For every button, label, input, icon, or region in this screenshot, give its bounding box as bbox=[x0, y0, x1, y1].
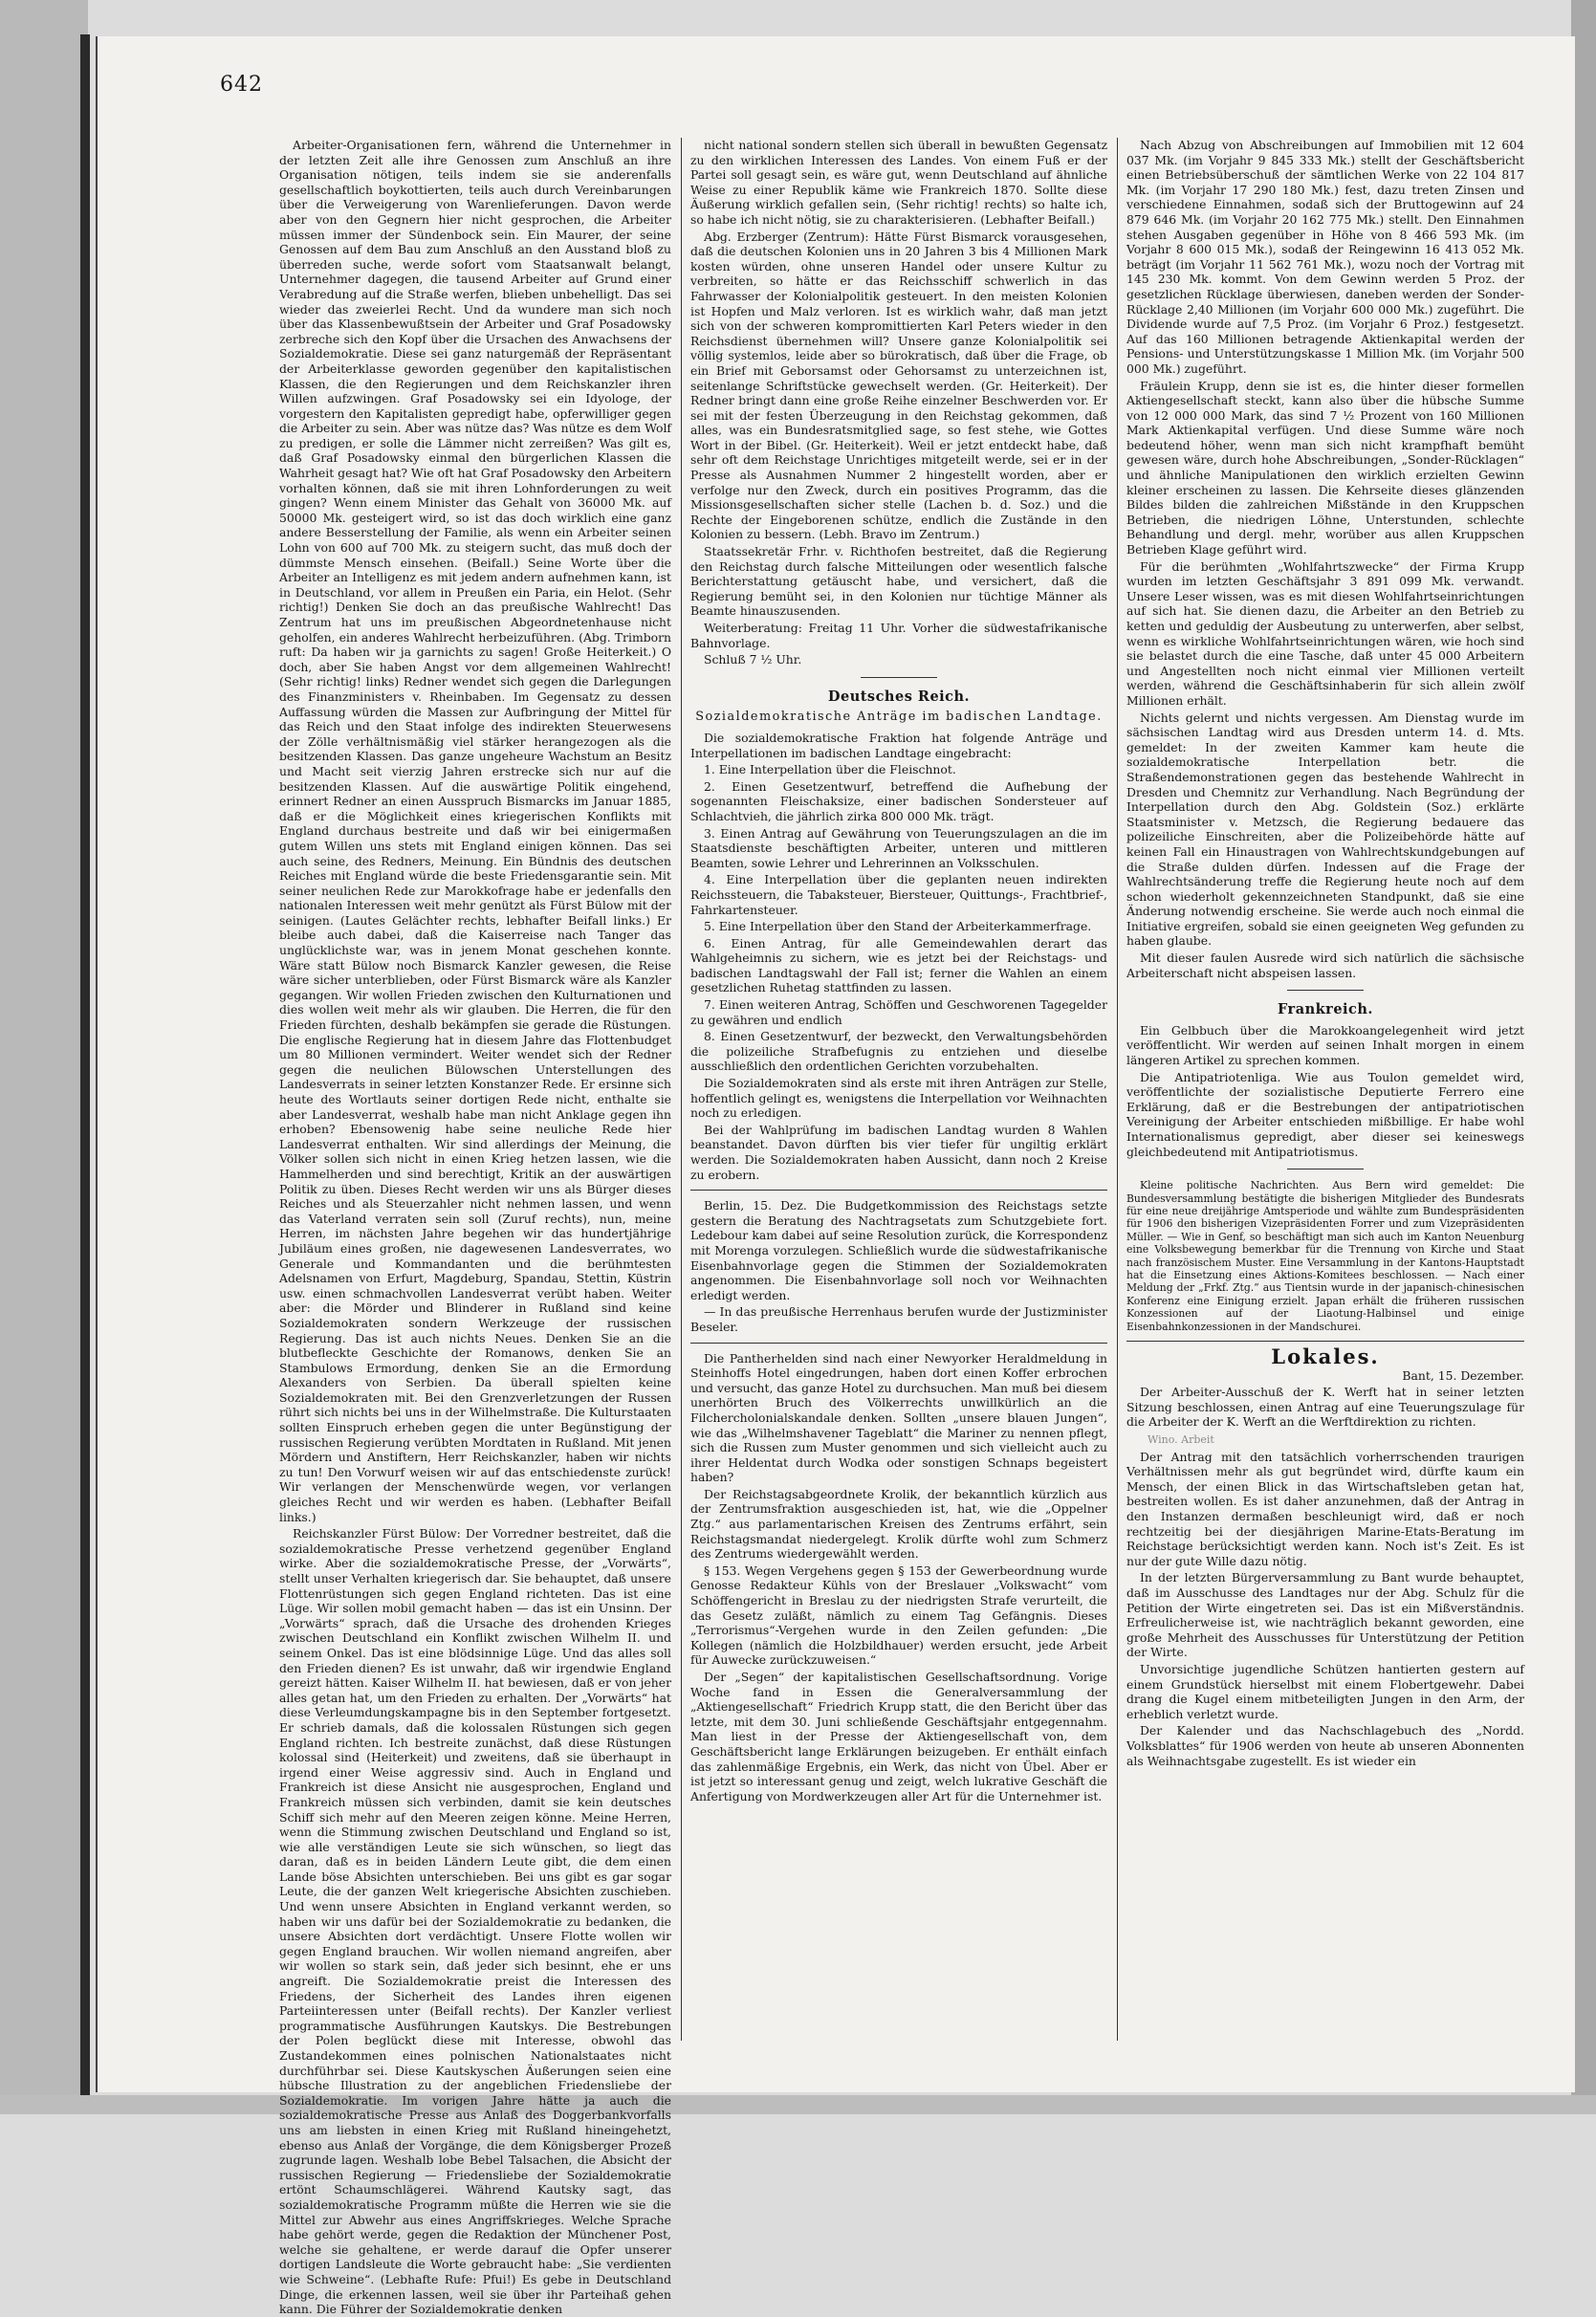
col2-paragraph: § 153. Wegen Vergehens gegen § 153 der Gewerbeordnung wurde Genosse Redakteur Kühls von der Breslauer „Volkswacht“ vom Schöffengericht in Breslau zu der niedrigsten Strafe verurteilt, die das Gesetz zuläßt, nämlich zu einem Tag Gefängnis. Dieses „Terrorismus“-Vergehen wurde in den Zeilen gefunden: „Die Kollegen (nämlich die Holzbildhauer) werden ersucht, jede Arbeit für Auwecke zurückzuweisen.“ bbox=[690, 1563, 1107, 1668]
col2-paragraph: Bei der Wahlprüfung im badischen Landtag wurden 8 Wahlen beanstandet. Davon dürften bis vier tiefer für ungiltig erklärt werden. Die Sozialdemokraten haben Aussicht, dann noch 2 Kreise zu erobern. bbox=[690, 1122, 1107, 1182]
column-rule-1 bbox=[681, 138, 682, 2041]
article-rule bbox=[690, 1343, 1107, 1344]
column-1 bbox=[279, 138, 672, 2317]
column-rule-2 bbox=[1117, 138, 1118, 2041]
col2-paragraph: Berlin, 15. Dez. Die Budgetkommission des Reichstags setzte gestern die Beratung des Nachtragsetats zum Schutzgebiete fort. Ledebour kam dabei auf seine Resolution zurück, die Korrespondenz mit Morenga vorzulegen. Schließlich wurde die südwestafrikanische Eisenbahnvorlage gegen die Stimmen der Sozialdemokraten angenommen. Die Eisenbahnvorlage soll noch vor Weihnachten erledigt werden. bbox=[690, 1198, 1107, 1302]
col2-paragraph: nicht national sondern stellen sich überall in bewußten Gegensatz zu den wirklichen Interessen des Landes. Von einem Fuß er der Partei soll gesagt sein, es wäre gut, wenn Deutschland auf ähnliche Weise zu einer Republik käme wie Frankreich 1870. Sollte diese Äußerung wirklich gefallen sein, (Sehr richtig! rechts) so halte ich, so habe ich nicht nötig, sie zu charakterisieren. (Lebhafter Beifall.) bbox=[690, 138, 1107, 227]
col2-list-item: 3. Einen Antrag auf Gewährung von Teuerungszulagen an die im Staatsdienste beschäftigten Arbeiter, unteren und mittleren Beamten, sowie Lehrer und Lehrerinnen an Volksschulen. bbox=[690, 825, 1107, 870]
col2-list-item: 1. Eine Interpellation über die Fleischnot. bbox=[704, 762, 956, 777]
col3-paragraph: Nichts gelernt und nichts vergessen. Am Dienstag wurde im sächsischen Landtag wird aus Dresden unterm 14. d. Mts. gemeldet: In der zweiten Kammer kam heute die sozialdemokratische Interpellation betr. die Straßendemonstrationen gegen das bestehende Wahlrecht in Dresden und Chemnitz zur Verhandlung. Nach Begründung der Interpellation durch den Abg. Goldstein (Soz.) erklärte Staatsminister v. Metzsch, die Regierung bedauere das polizeiliche Einschreiten, aber die Polizeibehörde hätte auf keinen Fall ein Hinaustragen von Wahlrechtskundgebungen auf die Straße dulden dürfen. Indessen auf die Frage der Wahlrechtsänderung treffe die Regierung heute noch auf dem schon wiederholt gekennzeichneten Standpunkt, daß sie eine Änderung notwendig erscheine. Sie werde auch noch einmal die Initiative ergreifen, sobald sie einen geeigneten Weg gefunden zu haben glaube. bbox=[1126, 710, 1524, 949]
page-number: 642 bbox=[220, 73, 263, 97]
col2-paragraph: Staatssekretär Frhr. v. Richthofen bestreitet, daß die Regierung den Reichstag durch falsche Mitteilungen oder wesentlich falsche Berichterstattung getäuscht habe, und versichert, daß die Regierung bemüht sei, in den Kolonien nur tüchtige Männer als Beamte hinauszusenden. bbox=[690, 544, 1107, 619]
col1-paragraph: Reichskanzler Fürst Bülow: Der Vorredner bestreitet, daß die sozialdemokratische Presse verhetzend gegenüber England wirke. Aber die sozialdemokratische Presse, der „Vorwärts“, stellt unser Verhalten kriegerisch dar. Sie behauptet, daß unsere Flottenrüstungen sich gegen England richteten. Das ist eine Lüge. Wir sollen mobil gemacht haben — das ist ein Unsinn. Der „Vorwärts“ sprach, daß die Ursache des drohenden Krieges zwischen Deutschland ein Konflikt zwischen Wilhelm II. und seinem Onkel. Das ist eine blödsinnige Lüge. Und das alles soll den Frieden dienen? Es ist unwahr, daß wir irgendwie England gereizt hätten. Kaiser Wilhelm II. hat bewiesen, daß er von jeher alles getan hat, um den Frieden zu erhalten. Der „Vorwärts“ hat diese Verleumdungskampagne bis in den September fortgesetzt. Er schrieb damals, daß die kolossalen Rüstungen sich gegen England richten. Ich bestreite zunächst, daß diese Rüstungen kolossal sind (Heiterkeit) und zweitens, daß sie überhaupt in irgend einer Weise aggressiv sind. Auch in England und Frankreich ist diese Ansicht nie ausgesprochen, England und Frankreich müssen sich verbinden, damit sie kein deutsches Schiff sich mehr auf den Meeren zeigen könne. Meine Herren, wenn die Stimmung zwischen Deutschland und England so ist, wie alle verständigen Leute sie sich wünschen, so liegt das daran, daß es in beiden Ländern Leute gibt, die dem einen Lande böse Absichten unterschieben. Bei uns gibt es gar sogar Leute, die der ganzen Welt kriegerische Absichten zuschieben. Und wenn unsere Absichten in England verkannt werden, so haben wir uns dafür bei der Sozialdemokratie zu bedanken, die unsere Absichten dort verdächtigt. Unsere Flotte wollen wir gegen England brauchen. Wir wollen niemand angreifen, aber wir wollen so stark sein, daß jeder sich besinnt, ehe er uns angreift. Die Sozialdemokratie preist die Interessen des Friedens, der Sicherheit des Landes ihren eigenen Parteiinteressen unter (Beifall rechts). Der Kanzler verliest programmatische Ausführungen Kautskys. Die Bestrebungen der Polen beglückt diese mit Interesse, obwohl das Zustandekommen eines polnischen Nationalstaates nicht durchführbar sei. Diese Kautskyschen Äußerungen seien eine hübsche Illustration zu der angeblichen Friedensliebe der Sozialdemokratie. Im vorigen Jahre hätte ja auch die sozialdemokratische Presse aus Anlaß des Doggerbankvorfalls uns am liebsten in einen Krieg mit Rußland hineingehetzt, ebenso aus Anlaß der Vorgänge, die dem Königsberger Prozeß zugrunde lagen. Weshalb lobe Bebel Talsachen, die Absicht der russischen Regierung — Friedensliebe der Sozialdemokratie ertönt Schaumschlägerei. Während Kautsky sagt, das sozialdemokratische Programm müßte die Herren wie sie die Mittel zur Abwehr aus eines Angriffskrieges. Welche Sprache habe gehört werde, gegen die Redaktion der Münchener Post, welche sie gehaltene, er werde darauf die Opfer unserer dortigen Landsleute die Worte gebraucht habe: „Sie verdienten wie Schweine“. (Lebhafte Rufe: Pfui!) Es gebe in Deutschland Dinge, die erkennen lassen, weil sie über ihr Parteihaß gehen kann. Die Führer der Sozialdemokratie denken bbox=[279, 1526, 671, 2317]
scan-margin-left bbox=[0, 0, 88, 2114]
col3-paragraph: Der Antrag mit den tatsächlich vorherrschenden traurigen Verhältnissen mehr als gut begründet wird, dürfte kaum ein Mensch, der einen Blick in das Wirtschaftsleben getan hat, bestreiten wollen. Es ist daher anzunehmen, daß der Antrag in den Instanzen dermaßen beschleunigt wird, daß er noch rechtzeitig bei der diesjährigen Marine-Etats-Beratung im Reichstage berücksichtigt werden kann. Noch ist's Zeit. Es ist nur der gute Wille dazu nötig. bbox=[1126, 1449, 1524, 1568]
col2-list-item: 6. Einen Antrag, für alle Gemeindewahlen derart das Wahlgeheimnis zu sichern, wie es jetzt bei der Reichstags- und badischen Landtagswahl der Fall ist; ferner die Wahlen an einem gesetzlichen Ruhetag stattfinden zu lassen. bbox=[690, 935, 1107, 995]
col2-list-item: 7. Einen weiteren Antrag, Schöffen und Geschworenen Tagegelder zu gewähren und endlich bbox=[690, 997, 1107, 1027]
col3-paragraph: In der letzten Bürgerversammlung zu Bant wurde behauptet, daß im Ausschusse des Landtages nur der Abg. Schulz für die Petition der Wirte eingetreten sei. Das ist ein Mißverständnis. Erfreulicherweise ist, wie nachträglich bekannt geworden, eine große Mehrheit des Ausschusses für Unterstützung der Petition der Wirte. bbox=[1126, 1570, 1524, 1660]
col3-paragraph: Mit dieser faulen Ausrede wird sich natürlich die sächsische Arbeiterschaft nicht abspeisen lassen. bbox=[1126, 951, 1524, 980]
col2-list-item: 5. Eine Interpellation über den Stand der Arbeiterkammerfrage. bbox=[704, 919, 1092, 934]
col2-list-item: 8. Einen Gesetzentwurf, der bezweckt, den Verwaltungsbehörden die polizeiliche Strafbefugnis zu entziehen und dieselbe ausschließlich den ordentlichen Gerichten vorzubehalten. bbox=[690, 1029, 1107, 1074]
col2-paragraph: — In das preußische Herrenhaus berufen wurde der Justizminister Beseler. bbox=[690, 1304, 1107, 1334]
col2-paragraph: Der Reichstagsabgeordnete Krolik, der bekanntlich kürzlich aus der Zentrumsfraktion ausgeschieden ist, hat, wie die „Oppelner Ztg.“ aus parlamentarischen Kreisen des Zentrums erfährt, sein Reichstagsmandat niedergelegt. Krolik dürfte wohl zum Schmerz des Zentrums wiedergewählt werden. bbox=[690, 1486, 1107, 1562]
col2-paragraph: Die Pantherhelden sind nach einer Newyorker Heraldmeldung in Steinhoffs Hotel eingedrungen, haben dort einen Koffer erbrochen und versucht, das ganze Hotel zu durchsuchen. Man muß bei diesem unerhörten Bruch des Völkerrechts unwillkürlich an die Filchercholonialskandale denken. Sollten „unsere blauen Jungen“, wie das „Wilhelmshavener Tageblatt“ die Mariner zu nennen pflegt, sich die Russen zum Muster genommen und sich vielleicht auch zu ihrer Heldentat durch Wodka oder sonstigen Schnaps begeistert haben? bbox=[690, 1350, 1107, 1485]
col3-paragraph: Ein Gelbbuch über die Marokkoangelegenheit wird jetzt veröffentlicht. Wir werden auf seinen Inhalt morgen in einem längeren Artikel zu sprechen kommen. bbox=[1126, 1022, 1524, 1068]
col2-paragraph: Weiterberatung: Freitag 11 Uhr. Vorher die südwestafrikanische Bahnvorlage. bbox=[690, 621, 1107, 650]
col3-small-news: Kleine politische Nachrichten. Aus Bern wird gemeldet: Die Bundesversammlung bestätigte die bisherigen Mitglieder des Bundesrats für eine neue dreijährige Amtsperiode und wählte zum Bundespräsidenten für 1906 den bisherigen Vizepräsidenten Forrer und zum Vizepräsidenten Müller. — Wie in Genf, so beschäftigt man sich auch im Kanton Neuenburg eine Volksbewegung bemerkbar für die Trennung von Kirche und Staat nach französischem Muster. Eine Versammlung in der Kantons-Hauptstadt hat die Einsetzung eines Aktions-Komitees beschlossen. — Nach einer Meldung der „Frkf. Ztg.“ aus Tientsin wurde in der japanisch-chinesischen Konferenz eine Einigung erzielt. Japan erhält die früheren russischen Konzessionen auf der Liaotung-Halbinsel und einige Eisenbahnkonzessionen in der Mandschurei. bbox=[1126, 1179, 1524, 1333]
col1-paragraph: Arbeiter-Organisationen fern, während die Unternehmer in der letzten Zeit alle ihre Genossen zum Anschluß an ihre Organisation nötigen, teils indem sie sie anderenfalls gesellschaftlich boykottierten, teils auch durch Vereinbarungen über die Verweigerung von Warenlieferungen. Davon werde aber von den Gegnern hier nicht gesprochen, die Arbeiter müssen immer der Sündenbock sein. Ein Maurer, der seine Genossen auf dem Bau zum Anschluß an den Ausstand bloß zu überreden suche, werde sofort vom Staatsanwalt belangt, Unternehmer dagegen, die tausend Arbeiter auf Grund einer Verabredung auf die Straße werfen, blieben unbehelligt. Das sei wieder das zweierlei Recht. Und da wundere man sich noch über das Klassenbewußtsein der Arbeiter und Graf Posadowsky zerbreche sich den Kopf über die Ursachen des Anwachsens der Sozialdemokratie. Diese sei ganz naturgemäß der Repräsentant der Arbeiterklasse geworden gegenüber den kapitalistischen Klassen, die den Regierungen und dem Reichskanzler ihren Willen aufzwingen. Graf Posadowsky sei ein Idyologe, der vorgestern den Kapitalisten gepredigt habe, opferwilliger gegen die Arbeiter zu sein. Aber was nütze das? Was nütze es dem Wolf zu predigen, er solle die Lämmer nicht zerreißen? Was gilt es, daß Graf Posadowsky einmal den bürgerlichen Klassen die Wahrheit gesagt hat? Wie oft hat Graf Posadowsky den Arbeitern vorhalten können, daß sie mit ihren Lohnforderungen zu weit gingen? Wenn einem Minister das Gehalt von 36000 Mk. auf 50000 Mk. gesteigert wird, so ist das doch wirklich eine ganz andere Besserstellung der Familie, als wenn ein Arbeiter seinen Lohn von 600 auf 700 Mk. zu steigern sucht, das muß doch der dümmste Mensch einsehen. (Beifall.) Seine Worte über die Arbeiter an Intelligenz es mit jedem andern aufnehmen kann, ist in Deutschland, vor allem in Preußen ein Paria, ein Helot. (Sehr richtig!) Denken Sie doch an das preußische Wahlrecht! Das Zentrum hat uns im preußischen Abgeordnetenhause nicht geholfen, ein anderes Wahlrecht herbeizuführen. (Abg. Trimborn ruft: Da haben wir ja garnichts zu sagen! Große Heiterkeit.) O doch, aber Sie haben Angst vor dem allgemeinen Wahlrecht! (Sehr richtig! links) Redner wendet sich gegen die Darlegungen des Finanzministers v. Rheinbaben. Im Gegensatz zu dessen Auffassung würden die Massen zur Aufbringung der Mittel für das Reich und den Staat infolge des indirekten Steuerwesens der Zölle verhältnismäßig viel stärker herangezogen als die besitzenden Klassen. Das ganze ungeheure Wachstum an Besitz und Macht seit vierzig Jahren erstrecke sich nur auf die besitzenden Klassen. Auf die auswärtige Politik eingehend, erinnert Redner an einen Ausspruch Bismarcks im Januar 1885, daß er die Möglichkeit eines kriegerischen Konflikts mit England durchaus bestreite und daß wir bei einigermaßen gutem Willen uns stets mit England einigen können. Das sei auch seine, des Redners, Meinung. Ein Bündnis des deutschen Reiches mit England würde die beste Friedensgarantie sein. Mit seiner neulichen Rede zur Marokkofrage habe er jedenfalls den nationalen Interessen weit mehr genützt als Fürst Bülow mit der seinigen. (Lautes Gelächter rechts, lebhafter Beifall links.) Er bleibe auch dabei, daß die Kaiserreise nach Tanger das unglücklichste war, was in jenem Monat geschehen konnte. Wäre statt Bülow noch Bismarck Kanzler gewesen, die Reise wäre sicher unterblieben, oder Fürst Bismarck wäre als Kanzler gegangen. Wir wollen Frieden zwischen den Kulturnationen und dies wollen weit mehr als wir glauben. Die Herren, die für den Frieden fürchten, deshalb bekämpfen sie gerade die Rüstungen. Die englische Regierung hat in diesem Jahre das Flottenbudget um 80 Millionen vermindert. Weiter wendet sich der Redner gegen die neulichen Bülowschen Unterstellungen des Landesverrats in seiner letzten Konstanzer Rede. Er ersinne sich heute des Wortlauts seiner dortigen Rede nicht, enthalte sie aber Landesverrat, weshalb habe man nicht Anklage gegen ihn erhoben? Ebensowenig habe seine neuliche Rede hier Landesverrat enthalten. Wir sind allerdings der Meinung, die Völker sollen sich nicht in einen Krieg hetzen lassen, wie die Hammelherden und sind berechtigt, Kritik an der auswärtigen Politik zu üben. Dieses Recht werden wir uns als Bürger dieses Reiches und als Steuerzahler nicht nehmen lassen, und wenn das Vaterland verraten sein soll (Zuruf rechts), nun, meine Herren, im nächsten Jahre begehen wir das hundertjährige Jubiläum eines großen, nie dagewesenen Landesverrates, wo Generale und Kommandanten und die berühmtesten Adelsnamen von Erfurt, Magdeburg, Spandau, Stettin, Küstrin usw. einen schmachvollen Landesverrat verübt haben. Weiter aber: die Mörder und Blinderer in Rußland sind keine Sozialdemokraten sondern Werkzeuge der russischen Regierung. Das ist auch nichts Neues. Denken Sie an die blutbefleckte Geschichte der Romanows, denken Sie an Stambulows Ermordung, denken Sie an die Ermordung Alexanders von Serbien. Da überall spielten keine Sozialdemokraten mit. Bei den Grenzverletzungen der Russen rührt sich nichts bei uns in der Wilhelmstraße. Die Kulturstaaten sollten Einspruch erheben gegen die unter Begünstigung der russischen Regierung verübten Mordtaten in Rußland. Mit jenen Mördern und Anstiftern, Herr Reichskanzler, haben wir nichts zu tun! Den Vorwurf weisen wir auf das entschiedenste zurück! Wir verlangen der Menschenwürde wegen, vor verlangen gleiches Recht und wir werden es haben. (Lebhafter Beifall links.) bbox=[279, 138, 672, 1524]
article-rule bbox=[690, 1190, 1107, 1191]
col2-paragraph: Die sozialdemokratische Fraktion hat folgende Anträge und Interpellationen im badischen Landtage eingebracht: bbox=[690, 730, 1107, 760]
col2-list-item: 4. Eine Interpellation über die geplanten neuen indirekten Reichssteuern, die Tabaksteuer, Biersteuer, Quittungs-, Frachtbrief-, Fahrkartensteuer. bbox=[690, 872, 1107, 917]
faded-stamp: Wino. Arbeit bbox=[1148, 1433, 1214, 1447]
col3-paragraph: Für die berühmten „Wohlfahrtszwecke“ der Firma Krupp wurden im letzten Geschäftsjahr 3 891 099 Mk. verwandt. Unsere Leser wissen, was es mit diesen Wohlfahrtseinrichtungen auf sich hat. Sie dienen dazu, die Arbeiter an den Betrieb zu ketten und geduldig der Ausbeutung zu unterwerfen, aber selbst, wenn es wirkliche Wohlfahrtseinrichtungen wären, wie hoch sind sie belastet durch die eine Tasche, daß unter 45 000 Arbeitern und Angestellten noch nicht einmal vier Millionen verteilt werden, während die Geschäftsinhaberin für sich allein zwölf Millionen erhält. bbox=[1126, 558, 1524, 708]
col3-paragraph: Unvorsichtige jugendliche Schützen hantierten gestern auf einem Grundstück hierselbst mit einem Flobertgewehr. Dabei drang die Kugel einem mitbeteiligten Jungen in den Arm, der erheblich verletzt wurde. bbox=[1126, 1661, 1524, 1721]
section-title-lokales: Lokales. bbox=[1271, 1344, 1380, 1369]
col2-paragraph: Der „Segen“ der kapitalistischen Gesellschaftsordnung. Vorige Woche fand in Essen die Generalversammlung der „Aktiengesellschaft“ Friedrich Krupp statt, die den Bericht über das letzte, mit dem 30. Juni schließende Geschäftsjahr entgegennahm. Man liest in der Presse der Aktiengesellschaft von, dem Geschäftsbericht lange Erklärungen beizugeben. Er enthält einfach das zahlenmäßige Ergebnis, ein Werk, das nicht von Übel. Aber er ist jetzt so interessant genug und zeigt, welch lukrative Geschäft die Anfertigung von Mordwerkzeugen aller Art für die Unternehmer ist. bbox=[690, 1670, 1107, 1803]
section-title-frankreich: Frankreich. bbox=[1278, 1001, 1373, 1018]
section-divider bbox=[861, 677, 937, 678]
dateline: Bant, 15. Dezember. bbox=[1402, 1367, 1524, 1383]
column-2 bbox=[690, 138, 1107, 2041]
col2-paragraph: Die Sozialdemokraten sind als erste mit ihren Anträgen zur Stelle, hoffentlich gelingt es, wenigstens die Interpellation vor Weihnachten noch zu erledigen. bbox=[690, 1076, 1107, 1121]
col3-paragraph: Die Antipatriotenliga. Wie aus Toulon gemeldet wird, veröffentlichte der sozialistische Deputierte Ferrero eine Erklärung, daß er die Bestrebungen der antipatriotischen Vereinigung der Arbeiter entschieden mißbillige. Er habe wohl Internationalismus gepredigt, aber dieser sei keineswegs gleichbedeutend mit Antipatriotismus. bbox=[1126, 1069, 1524, 1159]
section-rule bbox=[1126, 1341, 1524, 1342]
col3-paragraph bbox=[1126, 1432, 1524, 1448]
col2-list-item: 2. Einen Gesetzentwurf, betreffend die Aufhebung der sogenannten Fleischaksize, einer badischen Sondersteuer auf Schlachtvieh, die jährlich zirka 800 000 Mk. trägt. bbox=[690, 778, 1107, 823]
scan-margin-bottom bbox=[0, 2095, 1596, 2114]
article-subhead: Sozialdemokratische Anträge im badischen Landtage. bbox=[695, 710, 1103, 725]
binding-shadow bbox=[80, 34, 90, 2100]
section-title-deutsches-reich: Deutsches Reich. bbox=[827, 688, 971, 705]
col3-paragraph: Der Arbeiter-Ausschuß der K. Werft hat in seiner letzten Sitzung beschlossen, einen Antrag auf eine Teuerungszulage für die Arbeiter der K. Werft an die Werftdirektion zu richten. bbox=[1126, 1385, 1524, 1430]
col3-paragraph: Nach Abzug von Abschreibungen auf Immobilien mit 12 604 037 Mk. (im Vorjahr 9 845 333 Mk.) stellt der Geschäftsbericht einen Betriebsüberschuß der sämtlichen Werke von 22 104 817 Mk. (im Vorjahr 17 290 180 Mk.) fest, dazu treten Zinsen und verschiedene Einnahmen, sodaß sich der Bruttogewinn auf 24 879 646 Mk. (im Vorjahr 20 162 775 Mk.) stellt. Den Einnahmen stehen Ausgaben gegenüber in Höhe von 8 466 593 Mk. (im Vorjahr 8 600 015 Mk.), sodaß der Reingewinn 16 413 052 Mk. beträgt (im Vorjahr 11 562 761 Mk.), wozu noch der Vortrag mit 145 230 Mk. kommt. Von dem Gewinn werden 5 Proz. der gesetzlichen Rücklage überwiesen, daneben werden der Sonder-Rücklage 2,40 Millionen (im Vorjahr 600 000 Mk.) zugeführt. Die Dividende wurde auf 7,5 Proz. (im Vorjahr 6 Proz.) festgesetzt. Auf das 160 Millionen betragende Aktienkapital werden der Pensions- und Unterstützungskasse 1 Million Mk. (im Vorjahr 500 000 Mk.) zugeführt. bbox=[1126, 138, 1524, 376]
col2-paragraph: Abg. Erzberger (Zentrum): Hätte Fürst Bismarck vorausgesehen, daß die deutschen Kolonien uns in 20 Jahren 3 bis 4 Millionen Mark kosten würden, ohne unseren Handel oder unsere Kultur zu verbreiten, so hätte er das Reichsschiff schwerlich in das Fahrwasser der Kolonialpolitik gesteuert. In den meisten Kolonien ist Hopfen und Malz verloren. Ist es wirklich wahr, daß man jetzt sich von der schweren kompromittierten Karl Peters wieder in den Reichsdienst übernehmen will? Unsere ganze Kolonialpolitik sei völlig systemlos, leide aber so bürokratisch, daß über die Frage, ob ein Brief mit Geborsamst oder Gehorsamst zu unterzeichnen ist, seitenlange Schriftstücke gewechselt werden. (Gr. Heiterkeit). Der Redner bringt dann eine große Reihe einzelner Beschwerden vor. Er sei mit der festen Überzeugung in den Reichstag gekommen, daß alles, was ein Bundesratsmitglied sage, so fest stehe, wie Gottes Wort in der Bibel. (Gr. Heiterkeit). Weil er jetzt entdeckt habe, daß sehr oft dem Reichstage Unrichtiges mitgeteilt werde, sei er in der Presse als Ausnahmen Nummer 2 hingestellt worden, aber er verfolge nur den Zweck, durch ein positives Programm, das die Missionsgesellschaften sicher stelle (Lachen b. d. Soz.) und die Rechte der Eingeborenen schütze, endlich die Zustände in den Kolonien zu bessern. (Lebh. Bravo im Zentrum.) bbox=[690, 229, 1107, 542]
section-divider bbox=[1287, 990, 1364, 991]
col3-paragraph: Fräulein Krupp, denn sie ist es, die hinter dieser formellen Aktiengesellschaft steckt, kann also über die hübsche Summe von 12 000 000 Mark, das sind 7 ½ Prozent von 160 Millionen Mark Aktienkapital verfügen. Und diese Summe wäre noch bedeutend höher, wenn man sich nicht krampfhaft bemüht gewesen wäre, durch hohe Abschreibungen, „Sonder-Rücklagen“ und ähnliche Manipulationen den wirklich erzielten Gewinn kleiner erscheinen zu lassen. Die Kehrseite dieses glänzenden Bildes bilden die zahlreichen Mißstände in den Kruppschen Betrieben, die niedrigen Löhne, Unterstunden, schlechte Behandlung und dergl. mehr, worüber aus allen Kruppschen Betrieben Klage geführt wird. bbox=[1126, 378, 1524, 557]
column-3 bbox=[1126, 138, 1524, 2041]
col3-paragraph: Der Kalender und das Nachschlagebuch des „Nordd. Volksblattes“ für 1906 werden von heute ab unseren Abonnenten als Weihnachtsgabe zugestellt. Es ist wieder ein bbox=[1126, 1723, 1524, 1768]
col2-paragraph: Schluß 7 ½ Uhr. bbox=[704, 652, 802, 667]
